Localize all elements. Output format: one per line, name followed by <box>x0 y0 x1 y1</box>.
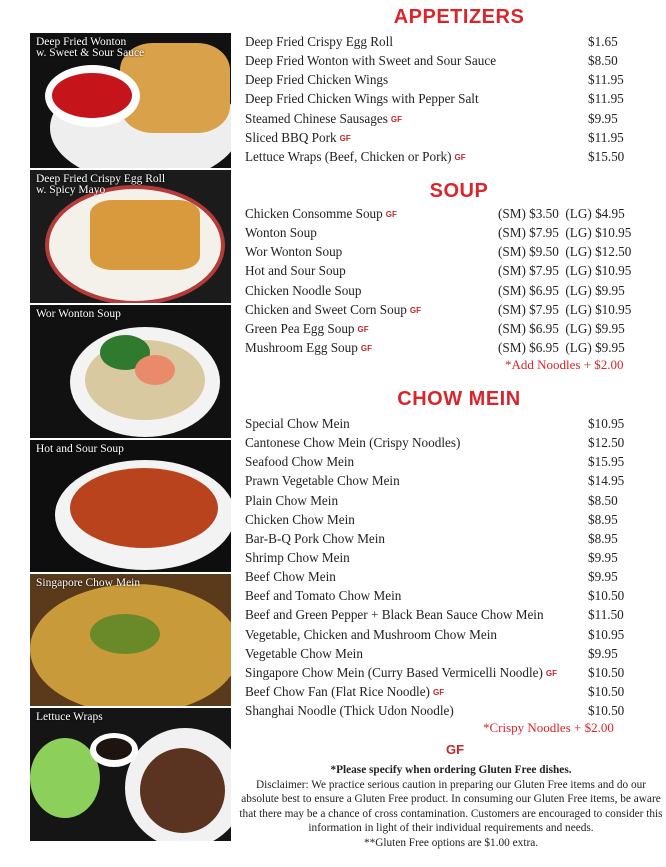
item-price: $12.50 <box>588 435 625 451</box>
item-name: Chicken Noodle Soup <box>245 282 362 298</box>
gluten-free-icon: GF <box>409 305 422 315</box>
item-name: Beef Chow Mein <box>245 569 336 585</box>
item-price: (SM) $7.95 (LG) $10.95 <box>498 225 632 241</box>
item-price: $11.50 <box>588 607 624 623</box>
menu-item <box>245 204 630 223</box>
gluten-free-icon: GF <box>390 114 402 124</box>
item-name: Hot and Sour Soup <box>245 263 346 279</box>
gluten-free-icon: GF <box>357 324 369 334</box>
item-name: Steamed Chinese Sausages <box>245 110 388 126</box>
menu-item <box>245 261 630 280</box>
soup-list <box>245 204 630 357</box>
item-name: Beef and Green Pepper + Black Bean Sauce Chow Mein <box>245 607 544 623</box>
menu-item <box>245 548 630 567</box>
item-price: (SM) $3.50 (LG) $4.95 <box>498 206 625 221</box>
menu-item <box>245 491 630 510</box>
menu-item <box>245 567 630 586</box>
menu-item <box>245 682 630 701</box>
item-name: Lettuce Wraps (Beef, Chicken or Pork) <box>245 148 452 164</box>
menu-item <box>245 625 630 644</box>
photo-hot-and-sour-soup <box>30 440 231 572</box>
item-price: $10.95 <box>588 416 625 431</box>
menu-item <box>245 605 630 624</box>
item-name: Mushroom Egg Soup <box>245 339 358 355</box>
item-price: $9.95 <box>588 110 618 126</box>
menu-item <box>245 529 630 548</box>
menu-item <box>245 128 630 147</box>
menu-item <box>245 452 630 471</box>
item-price: $10.50 <box>588 683 625 699</box>
item-price: (SM) $9.50 (LG) $12.50 <box>498 244 632 260</box>
item-name: Chicken Consomme Soup <box>245 206 383 221</box>
item-price: $9.95 <box>588 569 618 585</box>
photo-lettuce-wraps <box>30 708 231 841</box>
item-price: $9.95 <box>588 549 618 565</box>
menu-item <box>245 281 630 300</box>
gluten-free-icon: GF <box>339 133 351 143</box>
item-price: $9.95 <box>588 645 618 661</box>
item-price: $10.50 <box>588 703 625 719</box>
item-name: Deep Fried Chicken Wings <box>245 72 389 88</box>
item-name: Wor Wonton Soup <box>245 244 343 260</box>
item-price: $8.95 <box>588 511 618 527</box>
item-price: $11.95 <box>588 72 624 88</box>
item-price: (SM) $7.95 (LG) $10.95 <box>498 263 632 279</box>
item-price: (SM) $6.95 (LG) $9.95 <box>498 339 625 355</box>
item-name: Deep Fried Wonton with Sweet and Sour Sauce <box>245 53 497 69</box>
menu-item <box>245 586 630 605</box>
photo-caption: Deep Fried Wonton w. Sweet & Sour Sauce <box>36 36 145 59</box>
item-name: Beef and Tomato Chow Mein <box>245 588 402 604</box>
item-name: Cantonese Chow Mein (Crispy Noodles) <box>245 435 461 451</box>
item-price: (SM) $6.95 (LG) $9.95 <box>498 282 625 298</box>
menu-item <box>245 644 630 663</box>
item-price: $10.50 <box>588 664 625 680</box>
photo-caption: Hot and Sour Soup <box>36 443 124 455</box>
item-price: $8.50 <box>588 53 618 69</box>
photo-caption: Singapore Chow Mein <box>36 577 141 589</box>
item-name: Sliced BBQ Pork <box>245 129 337 145</box>
item-name: Prawn Vegetable Chow Mein <box>245 473 400 489</box>
photo-singapore-chow-mein <box>30 574 231 706</box>
menu-item <box>245 147 630 166</box>
photo-wor-wonton-soup <box>30 305 231 438</box>
item-name: Green Pea Egg Soup <box>245 320 355 336</box>
item-name: Plain Chow Mein <box>245 492 339 508</box>
chow-mein-note: *Crispy Noodles + $2.00 <box>483 720 614 735</box>
menu-item <box>245 701 630 720</box>
menu-item <box>245 433 630 452</box>
gluten-free-icon: GF <box>454 152 466 162</box>
disclaimer-extra: **Gluten Free options are $1.00 extra. <box>363 836 539 849</box>
menu-item <box>245 300 630 319</box>
item-price: $15.50 <box>588 148 625 164</box>
item-price: $10.50 <box>588 588 625 604</box>
gluten-free-icon: GF <box>432 687 445 697</box>
appetizers-list <box>245 32 630 166</box>
photo-caption: Wor Wonton Soup <box>36 308 121 320</box>
item-name: Chicken Chow Mein <box>245 511 355 527</box>
menu-item <box>245 70 630 89</box>
item-name: Deep Fried Chicken Wings with Pepper Salt <box>245 91 479 107</box>
item-name: Bar-B-Q Pork Chow Mein <box>245 530 386 546</box>
disclaimer-heading: *Please specify when ordering Gluten Free dishes. <box>330 764 572 776</box>
photo-caption: Lettuce Wraps <box>36 711 103 723</box>
item-price: $11.95 <box>588 129 624 145</box>
photo-deep-fried-wonton <box>30 33 231 168</box>
menu-item <box>245 319 630 338</box>
gluten-free-icon: GF <box>385 210 397 219</box>
photo-caption: Deep Fried Crispy Egg Roll w. Spicy Mayo <box>36 173 166 196</box>
menu-item <box>245 109 630 128</box>
item-price: $8.95 <box>588 530 618 546</box>
photo-egg-roll <box>30 170 231 303</box>
item-name: Singapore Chow Mein (Curry Based Vermicelli Noodle) <box>245 664 543 680</box>
item-price: $1.65 <box>588 34 618 49</box>
menu-item <box>245 89 630 108</box>
disclaimer <box>236 763 666 850</box>
item-price: (SM) $7.95 (LG) $10.95 <box>498 301 632 317</box>
item-name: Shrimp Chow Mein <box>245 549 350 565</box>
item-price: $15.95 <box>588 454 625 470</box>
menu-item <box>245 223 630 242</box>
item-name: Vegetable, Chicken and Mushroom Chow Mein <box>245 626 497 642</box>
item-name: Wonton Soup <box>245 225 317 241</box>
menu-item <box>245 242 630 261</box>
gluten-free-icon: GF <box>360 343 372 353</box>
item-name: Chicken and Sweet Corn Soup <box>245 301 407 317</box>
menu-item <box>245 414 630 433</box>
soup-note: *Add Noodles + $2.00 <box>505 357 624 372</box>
item-price: $14.95 <box>588 473 625 489</box>
chow-mein-list <box>245 414 630 720</box>
disclaimer-body: Disclaimer: We practice serious caution in preparing our Gluten Free items and do our absolute best to ensure a Gluten Free product. In consuming our Gluten Free items, be aware that there may be a chance of cross contamination. Customers are encouraged to consider this information in light of their individual requirements and needs. <box>239 778 663 834</box>
section-title-appetizers: APPETIZERS <box>393 6 525 28</box>
item-name: Beef Chow Fan (Flat Rice Noodle) <box>245 683 430 699</box>
gluten-free-logo-icon: GF <box>446 742 465 757</box>
item-price: $11.95 <box>588 91 624 107</box>
item-name: Shanghai Noodle (Thick Udon Noodle) <box>245 703 454 719</box>
gluten-free-icon: GF <box>545 668 557 678</box>
item-price: (SM) $6.95 (LG) $9.95 <box>498 320 625 336</box>
menu-item <box>245 510 630 529</box>
menu-item <box>245 471 630 490</box>
item-name: Vegetable Chow Mein <box>245 645 363 661</box>
item-name: Deep Fried Crispy Egg Roll <box>245 34 393 49</box>
menu-item <box>245 663 630 682</box>
item-price: $8.50 <box>588 492 618 508</box>
item-name: Special Chow Mein <box>245 416 350 431</box>
section-title-chow-mein: CHOW MEIN <box>397 388 521 410</box>
section-title-soup: SOUP <box>429 180 489 202</box>
menu-item <box>245 338 630 357</box>
menu-item <box>245 51 630 70</box>
item-name: Seafood Chow Mein <box>245 454 355 470</box>
menu-item <box>245 32 630 51</box>
item-price: $10.95 <box>588 626 625 642</box>
